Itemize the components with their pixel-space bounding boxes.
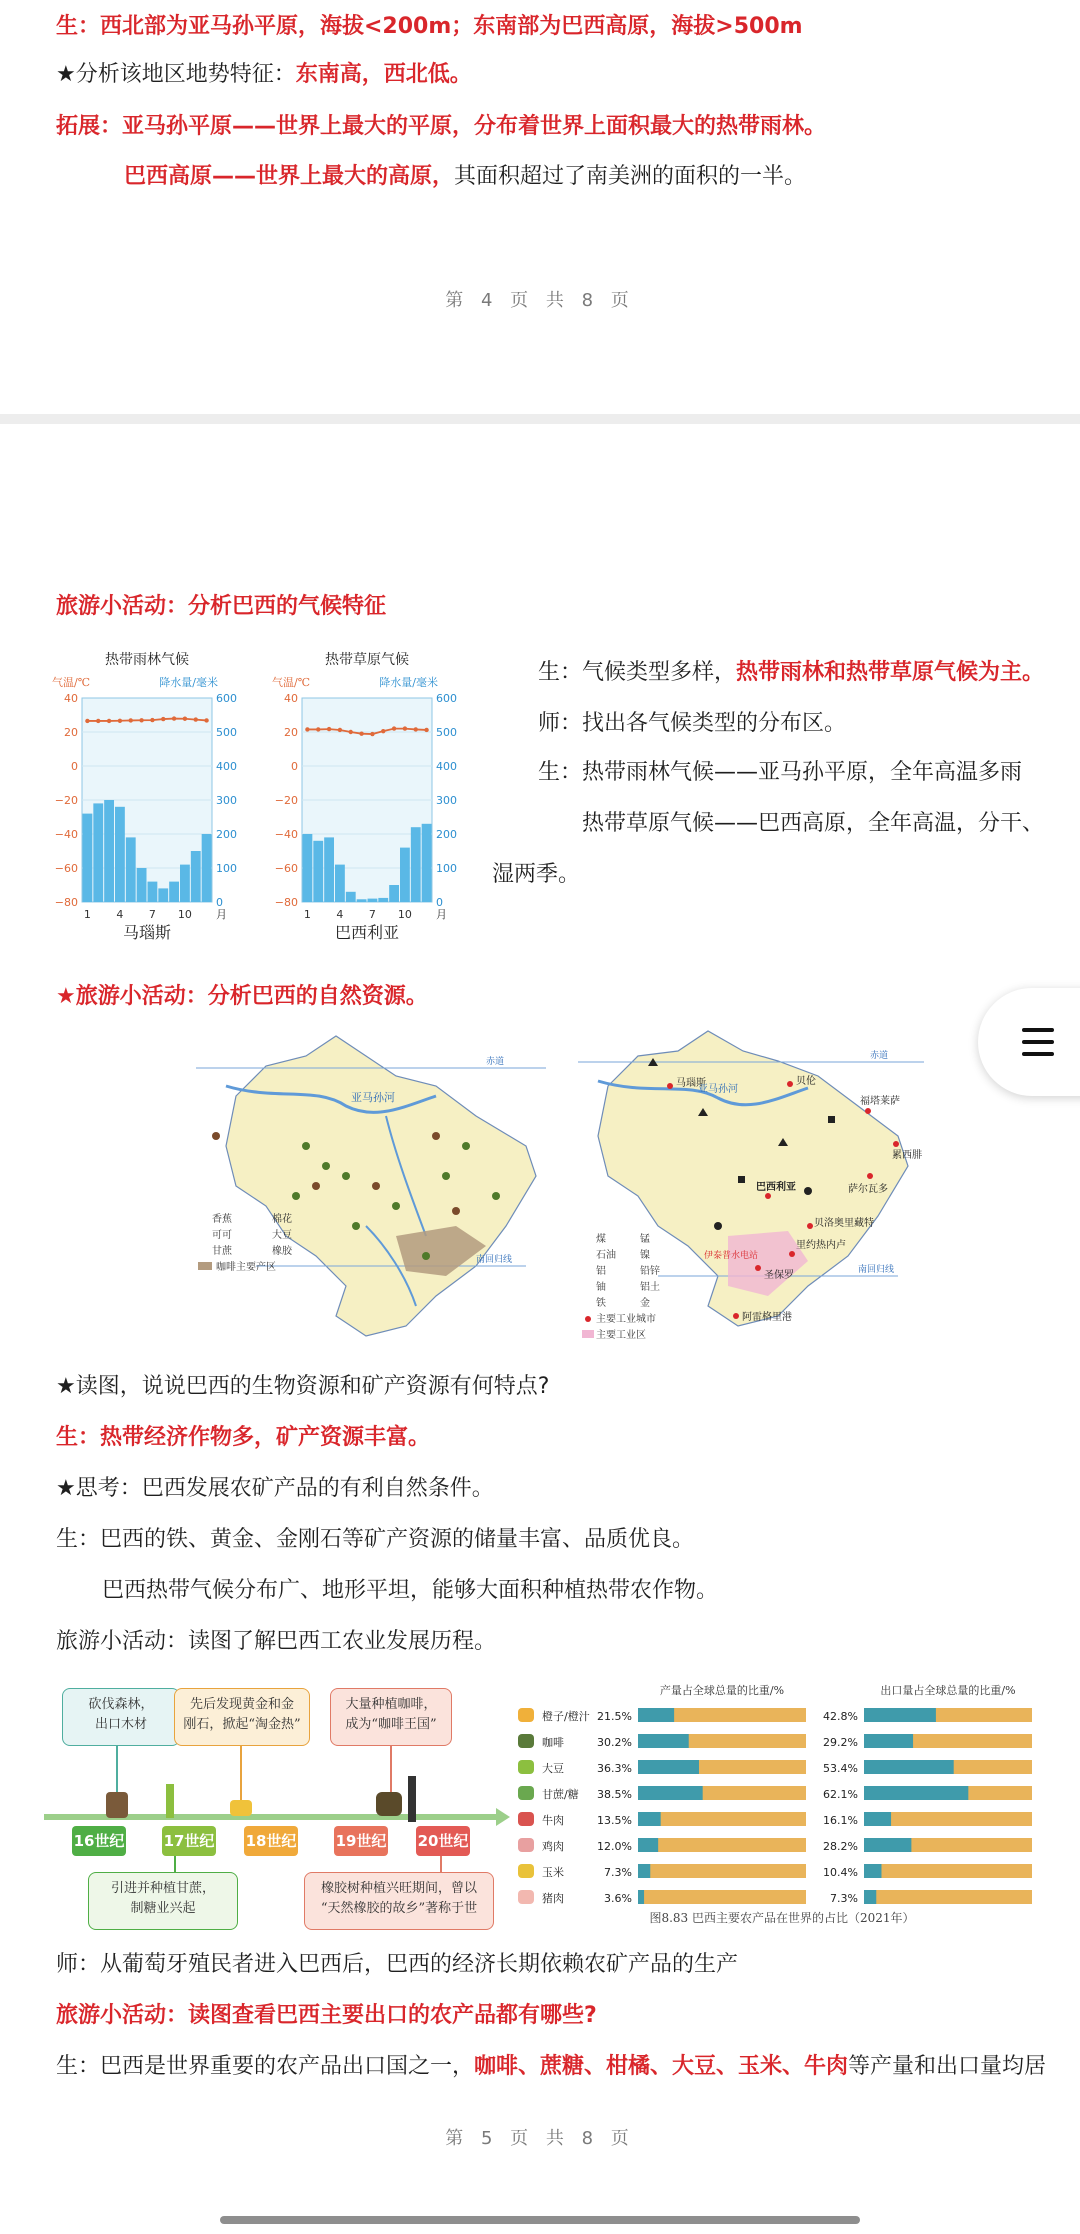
agri-product-icon-0 xyxy=(518,1708,534,1722)
agri-row-0 xyxy=(518,1708,1032,1723)
climate-temp-point-0-5 xyxy=(139,718,143,722)
agri-product-icon-3 xyxy=(518,1786,534,1800)
climate-temp-point-1-9 xyxy=(403,726,407,730)
map2-legend-city: 主要工业城市 xyxy=(596,1314,656,1325)
climate-temp-point-0-4 xyxy=(129,718,133,722)
climate-precip-bar-1-3 xyxy=(335,865,345,902)
city-porto-alegre: 阿雷格里港 xyxy=(742,1312,792,1323)
climate-precip-bar-1-2 xyxy=(324,837,334,902)
agri-product-icon-4 xyxy=(518,1812,534,1826)
agri-prod-label-3: 38.5% xyxy=(597,1788,632,1801)
agri-prod-label-6: 7.3% xyxy=(604,1866,632,1879)
answer-conditions-1: 生：巴西的铁、黄金、金刚石等矿产资源的储量丰富、品质优良。 xyxy=(56,1527,695,1552)
century-16: 16世纪 xyxy=(72,1826,126,1856)
menu-icon-bar-bottom xyxy=(1022,1052,1054,1056)
climate-precip-bar-1-7 xyxy=(378,898,388,902)
climate-temp-point-1-2 xyxy=(327,727,331,731)
agri-share-chart xyxy=(512,1676,1052,1936)
dialog-teacher-1: 师：找出各气候类型的分布区。 xyxy=(538,711,847,736)
agri-row-1 xyxy=(518,1734,1032,1749)
climate-precip-bar-1-6 xyxy=(368,899,378,902)
coffee-icon xyxy=(376,1792,402,1816)
agri-exp-label-6: 10.4% xyxy=(823,1866,858,1879)
agri-prod-bar-2 xyxy=(638,1760,699,1774)
climate-temp-point-0-9 xyxy=(183,717,187,721)
climate-temp-point-0-8 xyxy=(172,716,176,720)
climate-temp-point-0-3 xyxy=(118,719,122,723)
climate-month-tick-1-3: 10 xyxy=(397,908,412,921)
century-19: 19世纪 xyxy=(334,1826,388,1856)
climate-temp-point-0-6 xyxy=(150,718,154,722)
climate-precip-bar-1-11 xyxy=(422,824,432,902)
century-18: 18世纪 xyxy=(244,1826,298,1856)
agri-product-icon-6 xyxy=(518,1864,534,1878)
s4-products: 咖啡、蔗糖、柑橘、大豆、玉米、牛肉 xyxy=(474,2054,849,2079)
climate-temp-tick-0-3: −20 xyxy=(54,794,78,807)
climate-title-0: 热带雨林气候 xyxy=(105,652,189,668)
page4-line-elevation: 生：西北部为亚马孙平原，海拔<200m；东南部为巴西高原，海拔>500m xyxy=(56,14,803,39)
climate-temp-point-0-1 xyxy=(96,719,100,723)
map1-legend-soybean: 大豆 xyxy=(272,1230,292,1241)
climate-temp-point-1-0 xyxy=(305,727,309,731)
timeline-box-16: 砍伐森林， 出口木材 xyxy=(62,1688,180,1746)
map2-legend-coal: 煤 xyxy=(596,1234,606,1245)
climate-precip-bar-1-9 xyxy=(400,848,410,902)
agri-prod-label-5: 12.0% xyxy=(597,1840,632,1853)
timeline-box-18: 先后发现黄金和金 刚石，掀起“淘金热” xyxy=(174,1688,310,1746)
climate-temp-tick-0-0: 40 xyxy=(64,692,78,705)
home-indicator[interactable] xyxy=(220,2216,860,2224)
map2-legend-gold: 金 xyxy=(640,1298,650,1309)
agri-prod-bar-1 xyxy=(638,1734,689,1748)
agri-category-7: 猪肉 xyxy=(542,1892,564,1905)
agri-category-6: 玉米 xyxy=(542,1866,564,1879)
climate-precip-bar-1-1 xyxy=(313,841,323,902)
climate-precip-bar-0-10 xyxy=(191,851,201,902)
s4-rest: 等产量和出口量均居 xyxy=(848,2054,1047,2079)
climate-place-1: 巴西利亚 xyxy=(334,923,400,942)
climate-precip-bar-1-10 xyxy=(411,827,421,902)
agri-exp-bar-4 xyxy=(864,1812,891,1826)
climate-temp-point-0-2 xyxy=(107,719,111,723)
agri-header-production: 产量占全球总量的比重/% xyxy=(659,1684,785,1697)
climate-month-tick-0-3: 10 xyxy=(177,908,192,921)
climate-temp-point-0-10 xyxy=(194,717,198,721)
agri-exp-label-5: 28.2% xyxy=(823,1840,858,1853)
city-salvador: 萨尔瓦多 xyxy=(848,1184,888,1195)
climate-precip-tick-0-5: 100 xyxy=(216,862,237,875)
agri-prod-label-2: 36.3% xyxy=(597,1762,632,1775)
city-manaus: 马瑙斯 xyxy=(676,1078,706,1089)
climate-precip-tick-1-3: 300 xyxy=(436,794,457,807)
climate-precip-tick-0-3: 300 xyxy=(216,794,237,807)
page4-line-extension: 拓展：亚马孙平原——世界上最大的平原，分布着世界上面积最大的热带雨林。 xyxy=(56,114,827,139)
climate-precip-tick-1-2: 400 xyxy=(436,760,457,773)
climate-temp-tick-1-5: −60 xyxy=(274,862,298,875)
climate-temp-tick-0-6: −80 xyxy=(54,896,78,909)
agri-prod-bar-6 xyxy=(638,1864,650,1878)
timeline-box-17: 引进并种植甘蔗， 制糖业兴起 xyxy=(88,1872,238,1930)
climate-precip-tick-0-0: 600 xyxy=(216,692,237,705)
sugarcane-icon xyxy=(166,1784,174,1818)
climate-temp-point-0-0 xyxy=(85,719,89,723)
climate-month-tick-0-2: 7 xyxy=(148,908,156,921)
agri-prod-label-0: 21.5% xyxy=(597,1710,632,1723)
dialog-s1-red: 热带雨林和热带草原气候为主。 xyxy=(736,660,1045,685)
agri-prod-bar-3 xyxy=(638,1786,703,1800)
map1-river-label: 亚马孙河 xyxy=(351,1091,395,1104)
gold-icon xyxy=(230,1800,252,1816)
climate-precip-bar-1-0 xyxy=(303,834,313,902)
map1-tropic-label: 南回归线 xyxy=(476,1255,513,1265)
agri-exp-rest-7 xyxy=(864,1890,1032,1904)
map2-legend-iron: 铁 xyxy=(596,1298,606,1309)
map1-legend-rubber: 橡胶 xyxy=(272,1246,292,1257)
map2-legend-industrial: 主要工业区 xyxy=(596,1330,646,1341)
climate-temp-point-1-7 xyxy=(381,729,385,733)
climate-chart-1 xyxy=(272,651,457,942)
climate-precip-bar-0-6 xyxy=(148,882,158,902)
climate-temp-tick-1-6: −80 xyxy=(274,896,298,909)
agri-row-2 xyxy=(518,1760,1032,1775)
agri-exp-bar-5 xyxy=(864,1838,911,1852)
agri-product-icon-7 xyxy=(518,1890,534,1904)
city-rio: 里约热内卢 xyxy=(796,1240,846,1251)
answer-resources: 生：热带经济作物多，矿产资源丰富。 xyxy=(56,1425,431,1450)
climate-precip-bar-0-8 xyxy=(169,882,179,902)
climate-temp-point-1-3 xyxy=(338,728,342,732)
climate-month-tick-0-4: 月 xyxy=(216,908,227,921)
climate-temp-point-1-4 xyxy=(349,730,353,734)
agri-prod-label-1: 30.2% xyxy=(597,1736,632,1749)
map1-legend-cotton: 棉花 xyxy=(272,1214,292,1225)
agri-exp-bar-7 xyxy=(864,1890,876,1904)
agri-exp-label-3: 62.1% xyxy=(823,1788,858,1801)
climate-temp-tick-0-4: −40 xyxy=(54,828,78,841)
climate-precip-bar-0-3 xyxy=(115,807,125,902)
terrain-answer: 东南高，西北低。 xyxy=(295,62,472,87)
climate-precip-bar-1-5 xyxy=(357,899,367,902)
s4-prefix: 生：巴西是世界重要的农产品出口国之一， xyxy=(56,2054,475,2079)
page4-line-terrain xyxy=(56,58,472,92)
agri-row-7 xyxy=(518,1890,1032,1905)
map2-legend-oil: 石油 xyxy=(596,1250,616,1261)
terrain-question: ★分析该地区地势特征： xyxy=(56,62,296,87)
climate-precip-bar-0-7 xyxy=(158,888,168,902)
agri-row-3 xyxy=(518,1786,1032,1801)
agri-header-export: 出口量占全球总量的比重/% xyxy=(880,1684,1016,1697)
agri-category-0: 橙子/橙汁 xyxy=(542,1710,590,1723)
climate-month-tick-0-0: 1 xyxy=(83,908,91,921)
agri-exp-bar-6 xyxy=(864,1864,881,1878)
timeline-box-20: 橡胶树种植兴旺期间，曾以 “天然橡胶的故乡”著称于世 xyxy=(304,1872,494,1930)
menu-icon-bar-mid xyxy=(1022,1040,1054,1044)
agri-exp-bar-0 xyxy=(864,1708,936,1722)
map1-legend-coffee: 咖啡主要产区 xyxy=(216,1262,276,1273)
map2-legend-aluminum: 铝 xyxy=(596,1266,606,1277)
dialog-student-3: 热带草原气候——巴西高原，全年高温，分干、 xyxy=(582,811,1045,836)
activity-history-heading: 旅游小活动：读图了解巴西工农业发展历程。 xyxy=(56,1629,497,1654)
agri-category-2: 大豆 xyxy=(542,1762,564,1775)
agri-prod-label-7: 3.6% xyxy=(604,1892,632,1905)
city-brasilia: 巴西利亚 xyxy=(756,1182,796,1193)
climate-precip-bar-0-9 xyxy=(180,865,190,902)
agri-row-6 xyxy=(518,1864,1032,1879)
climate-temp-tick-0-5: −60 xyxy=(54,862,78,875)
agri-prod-bar-0 xyxy=(638,1708,674,1722)
climate-month-tick-1-1: 4 xyxy=(336,908,344,921)
agri-exp-label-1: 29.2% xyxy=(823,1736,858,1749)
climate-charts xyxy=(52,640,492,960)
dialog-student-2: 生：热带雨林气候——亚马孙平原，全年高温多雨 xyxy=(538,760,1023,785)
climate-right-label-1: 降水量/毫米 xyxy=(379,676,438,689)
century-17: 17世纪 xyxy=(162,1826,216,1856)
map2-tropic-label: 南回归线 xyxy=(858,1265,895,1275)
agri-exp-label-2: 53.4% xyxy=(823,1762,858,1775)
agri-exp-label-4: 16.1% xyxy=(823,1814,858,1827)
agri-prod-rest-7 xyxy=(638,1890,806,1904)
dialog-s1-prefix: 生：气候类型多样， xyxy=(538,660,737,685)
map2-legend-bauxite: 铝土 xyxy=(640,1282,660,1293)
climate-title-1: 热带草原气候 xyxy=(325,652,409,668)
climate-temp-tick-0-1: 20 xyxy=(64,726,78,739)
plateau-red: 巴西高原——世界上最大的高原， xyxy=(124,164,455,189)
activity-exports-heading: 旅游小活动：读图查看巴西主要出口的农产品都有哪些? xyxy=(56,2003,597,2028)
page5-footer: 第 5 页 共 8 页 xyxy=(445,2128,635,2149)
student-statement-4 xyxy=(56,2050,1046,2084)
map2-legend-manganese: 锰 xyxy=(640,1234,650,1245)
climate-temp-tick-1-4: −40 xyxy=(274,828,298,841)
agri-chart-title: 图8.83 巴西主要农产品在世界的占比（2021年） xyxy=(649,1911,915,1925)
climate-place-0: 马瑙斯 xyxy=(122,923,172,942)
climate-temp-point-0-7 xyxy=(161,717,165,721)
itaipu-label: 伊泰普水电站 xyxy=(704,1251,759,1261)
climate-temp-tick-1-3: −20 xyxy=(274,794,298,807)
climate-precip-bar-1-4 xyxy=(346,892,356,902)
climate-left-label-0: 气温/℃ xyxy=(52,676,91,689)
climate-temp-point-1-11 xyxy=(424,728,428,732)
climate-precip-tick-1-1: 500 xyxy=(436,726,457,739)
agri-exp-bar-1 xyxy=(864,1734,913,1748)
climate-temp-point-1-10 xyxy=(414,727,418,731)
agri-category-3: 甘蔗/糖 xyxy=(542,1788,579,1801)
climate-temp-tick-0-2: 0 xyxy=(71,760,78,773)
agri-prod-bar-5 xyxy=(638,1838,658,1852)
agri-category-4: 牛肉 xyxy=(542,1814,564,1827)
agri-category-1: 咖啡 xyxy=(542,1736,564,1749)
city-fortaleza: 福塔莱萨 xyxy=(860,1096,900,1107)
map2-legend-leadzinc: 铅锌 xyxy=(640,1266,660,1277)
climate-month-tick-1-0: 1 xyxy=(303,908,311,921)
agri-prod-rest-4 xyxy=(638,1812,806,1826)
activity-resources-heading: ★旅游小活动：分析巴西的自然资源。 xyxy=(56,984,428,1009)
agri-product-icon-2 xyxy=(518,1760,534,1774)
map1-equator-label: 赤道 xyxy=(486,1057,505,1067)
agri-prod-bar-4 xyxy=(638,1812,661,1826)
dialog-student-3-cont: 湿两季。 xyxy=(492,862,581,887)
brazil-mineral-resources-map xyxy=(578,1026,924,1356)
city-recife: 累西腓 xyxy=(892,1150,922,1161)
agri-prod-label-4: 13.5% xyxy=(597,1814,632,1827)
climate-left-label-1: 气温/℃ xyxy=(272,676,311,689)
timeline-box-19: 大量种植咖啡， 成为“咖啡王国” xyxy=(330,1688,452,1746)
question-conditions: ★思考：巴西发展农矿产品的有利自然条件。 xyxy=(56,1476,494,1501)
climate-temp-point-1-1 xyxy=(316,727,320,731)
climate-precip-bar-0-11 xyxy=(202,834,212,902)
climate-month-tick-1-2: 7 xyxy=(368,908,376,921)
climate-right-label-0: 降水量/毫米 xyxy=(159,676,218,689)
plateau-rest: 其面积超过了南美洲的面积的一半。 xyxy=(454,164,807,189)
climate-month-tick-0-1: 4 xyxy=(116,908,124,921)
agri-category-5: 鸡肉 xyxy=(542,1840,564,1853)
climate-temp-tick-1-0: 40 xyxy=(284,692,298,705)
climate-precip-tick-1-6: 0 xyxy=(436,896,443,909)
agri-exp-bar-2 xyxy=(864,1760,954,1774)
menu-icon-bar-top xyxy=(1022,1028,1054,1032)
agri-exp-bar-3 xyxy=(864,1786,968,1800)
climate-temp-point-1-6 xyxy=(370,732,374,736)
climate-temp-point-1-8 xyxy=(392,726,396,730)
climate-temp-tick-1-2: 0 xyxy=(291,760,298,773)
brazil-biological-resources-map xyxy=(196,1026,546,1346)
agri-exp-rest-6 xyxy=(864,1864,1032,1878)
climate-temp-tick-1-1: 20 xyxy=(284,726,298,739)
agri-prod-bar-7 xyxy=(638,1890,644,1904)
climate-precip-tick-1-4: 200 xyxy=(436,828,457,841)
century-20: 20世纪 xyxy=(416,1826,470,1856)
map1-legend-sugarcane: 甘蔗 xyxy=(212,1246,232,1257)
agri-product-icon-1 xyxy=(518,1734,534,1748)
climate-precip-bar-0-5 xyxy=(137,868,147,902)
question-resources: ★读图，说说巴西的生物资源和矿产资源有何特点? xyxy=(56,1374,550,1399)
climate-chart-0 xyxy=(52,651,237,942)
city-belem: 贝伦 xyxy=(796,1076,816,1087)
agri-row-4 xyxy=(518,1812,1032,1827)
agri-exp-label-0: 42.8% xyxy=(823,1710,858,1723)
climate-precip-tick-0-2: 400 xyxy=(216,760,237,773)
climate-temp-point-0-11 xyxy=(204,718,208,722)
climate-precip-tick-0-4: 200 xyxy=(216,828,237,841)
climate-precip-bar-0-2 xyxy=(104,800,114,902)
climate-precip-bar-0-4 xyxy=(126,837,136,902)
agri-prod-rest-6 xyxy=(638,1864,806,1878)
history-timeline xyxy=(44,1676,504,1930)
page4-footer: 第 4 页 共 8 页 xyxy=(445,290,635,311)
timeline-arrow-icon xyxy=(496,1808,510,1826)
map2-legend-nickel: 镍 xyxy=(640,1250,650,1261)
climate-precip-bar-0-1 xyxy=(93,803,103,902)
map1-legend-cocoa: 可可 xyxy=(212,1230,232,1241)
page-divider xyxy=(0,414,1080,424)
menu-button[interactable] xyxy=(978,988,1080,1096)
agri-row-5 xyxy=(518,1838,1032,1853)
teacher-statement-2: 师：从葡萄牙殖民者进入巴西后，巴西的经济长期依赖农矿产品的生产 xyxy=(56,1952,739,1977)
climate-precip-tick-1-0: 600 xyxy=(436,692,457,705)
climate-precip-bar-1-8 xyxy=(389,885,399,902)
activity-climate-heading: 旅游小活动：分析巴西的气候特征 xyxy=(56,594,387,619)
map1-legend-banana: 香蕉 xyxy=(212,1214,232,1225)
climate-precip-tick-1-5: 100 xyxy=(436,862,457,875)
climate-precip-bar-0-0 xyxy=(83,814,93,902)
climate-temp-point-1-5 xyxy=(359,732,363,736)
climate-precip-tick-0-6: 0 xyxy=(216,896,223,909)
map2-legend-uranium: 铀 xyxy=(596,1282,606,1293)
answer-conditions-2: 巴西热带气候分布广、地形平坦，能够大面积种植热带农作物。 xyxy=(102,1578,719,1603)
climate-month-tick-1-4: 月 xyxy=(436,908,447,921)
agri-product-icon-5 xyxy=(518,1838,534,1852)
rubber-tap-icon xyxy=(408,1776,416,1822)
climate-precip-tick-0-1: 500 xyxy=(216,726,237,739)
agri-prod-rest-5 xyxy=(638,1838,806,1852)
timber-icon xyxy=(106,1792,128,1818)
city-belo-horizonte: 贝洛奥里藏特 xyxy=(814,1218,874,1229)
dialog-student-1 xyxy=(538,656,1044,690)
map2-river-label: 亚马孙河 xyxy=(698,1084,738,1095)
city-sao-paulo: 圣保罗 xyxy=(764,1270,794,1281)
agri-exp-label-7: 7.3% xyxy=(830,1892,858,1905)
map2-equator-label: 赤道 xyxy=(870,1051,889,1061)
page4-line-plateau xyxy=(124,160,806,194)
